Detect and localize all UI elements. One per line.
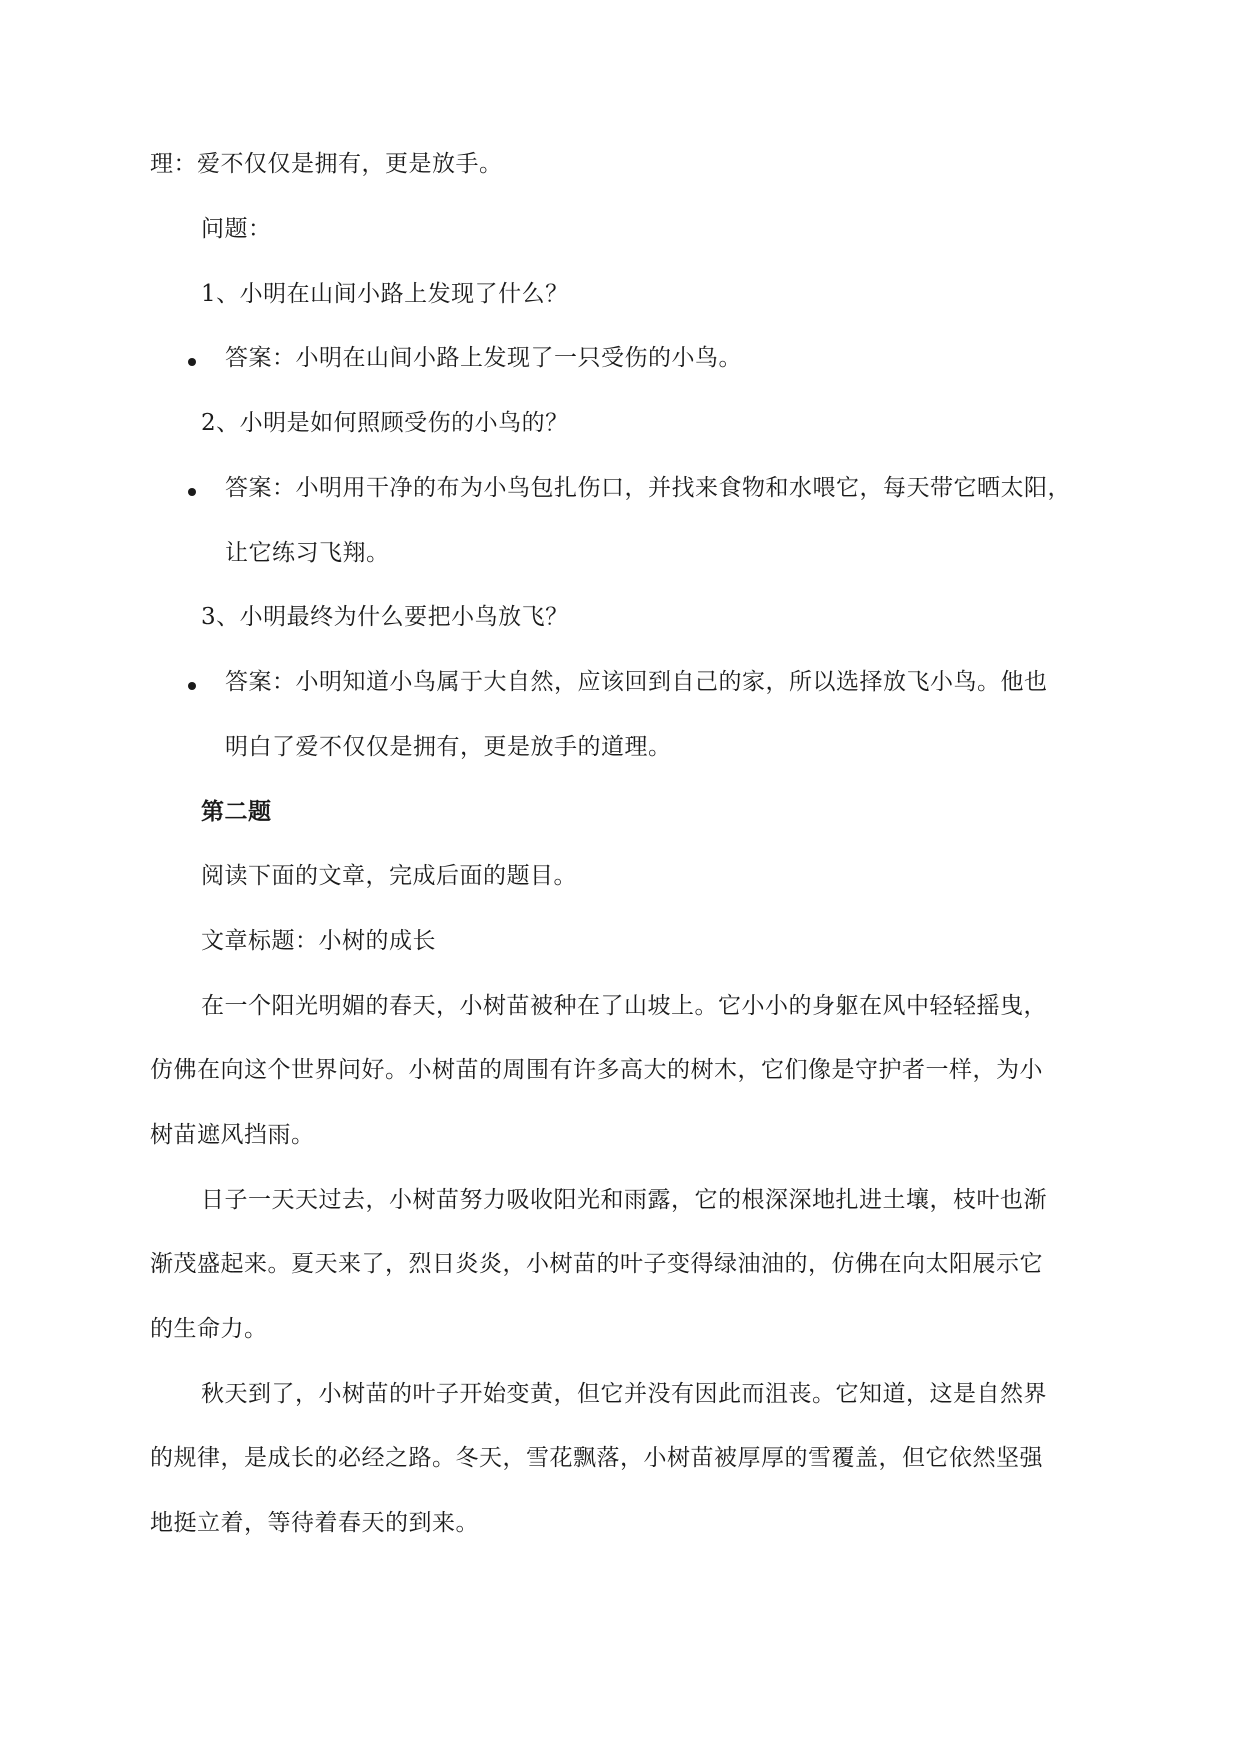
paragraph-line: 秋天到了，小树苗的叶子开始变黄，但它并没有因此而沮丧。它知道，这是自然界 xyxy=(201,1381,1047,1407)
paragraph-line: 的规律，是成长的必经之路。冬天，雪花飘落，小树苗被厚厚的雪覆盖，但它依然坚强 xyxy=(150,1445,1043,1471)
questions-heading: 问题： xyxy=(201,216,272,242)
paragraph-line: 仿佛在向这个世界问好。小树苗的周围有许多高大的树木，它们像是守护者一样，为小 xyxy=(150,1057,1043,1083)
question-1: 1、小明在山间小路上发现了什么？ xyxy=(201,281,569,307)
answer-3-line-1: 答案：小明知道小鸟属于大自然，应该回到自己的家，所以选择放飞小鸟。他也 xyxy=(225,669,1048,695)
bullet-icon xyxy=(188,488,196,496)
paragraph-line: 理：爱不仅仅是拥有，更是放手。 xyxy=(150,151,503,177)
answer-3-line-2: 明白了爱不仅仅是拥有，更是放手的道理。 xyxy=(225,734,672,760)
answer-2-line-1: 答案：小明用干净的布为小鸟包扎伤口，并找来食物和水喂它，每天带它晒太阳， xyxy=(225,475,1071,501)
instruction-text: 阅读下面的文章，完成后面的题目。 xyxy=(201,863,577,889)
paragraph-line: 渐茂盛起来。夏天来了，烈日炎炎，小树苗的叶子变得绿油油的，仿佛在向太阳展示它 xyxy=(150,1251,1043,1277)
paragraph-line: 的生命力。 xyxy=(150,1316,268,1342)
article-title: 文章标题：小树的成长 xyxy=(201,928,436,954)
paragraph-line: 在一个阳光明媚的春天，小树苗被种在了山坡上。它小小的身躯在风中轻轻摇曳， xyxy=(201,993,1047,1019)
answer-2-line-2: 让它练习飞翔。 xyxy=(225,540,390,566)
bullet-icon xyxy=(188,358,196,366)
bullet-icon xyxy=(188,682,196,690)
section-heading: 第二题 xyxy=(201,798,272,825)
paragraph-line: 日子一天天过去，小树苗努力吸收阳光和雨露，它的根深深地扎进土壤，枝叶也渐 xyxy=(201,1187,1047,1213)
paragraph-line: 树苗遮风挡雨。 xyxy=(150,1122,315,1148)
paragraph-line: 地挺立着，等待着春天的到来。 xyxy=(150,1510,479,1536)
question-2: 2、小明是如何照顾受伤的小鸟的？ xyxy=(201,410,569,436)
answer-1: 答案：小明在山间小路上发现了一只受伤的小鸟。 xyxy=(225,345,742,371)
question-3: 3、小明最终为什么要把小鸟放飞？ xyxy=(201,604,569,630)
